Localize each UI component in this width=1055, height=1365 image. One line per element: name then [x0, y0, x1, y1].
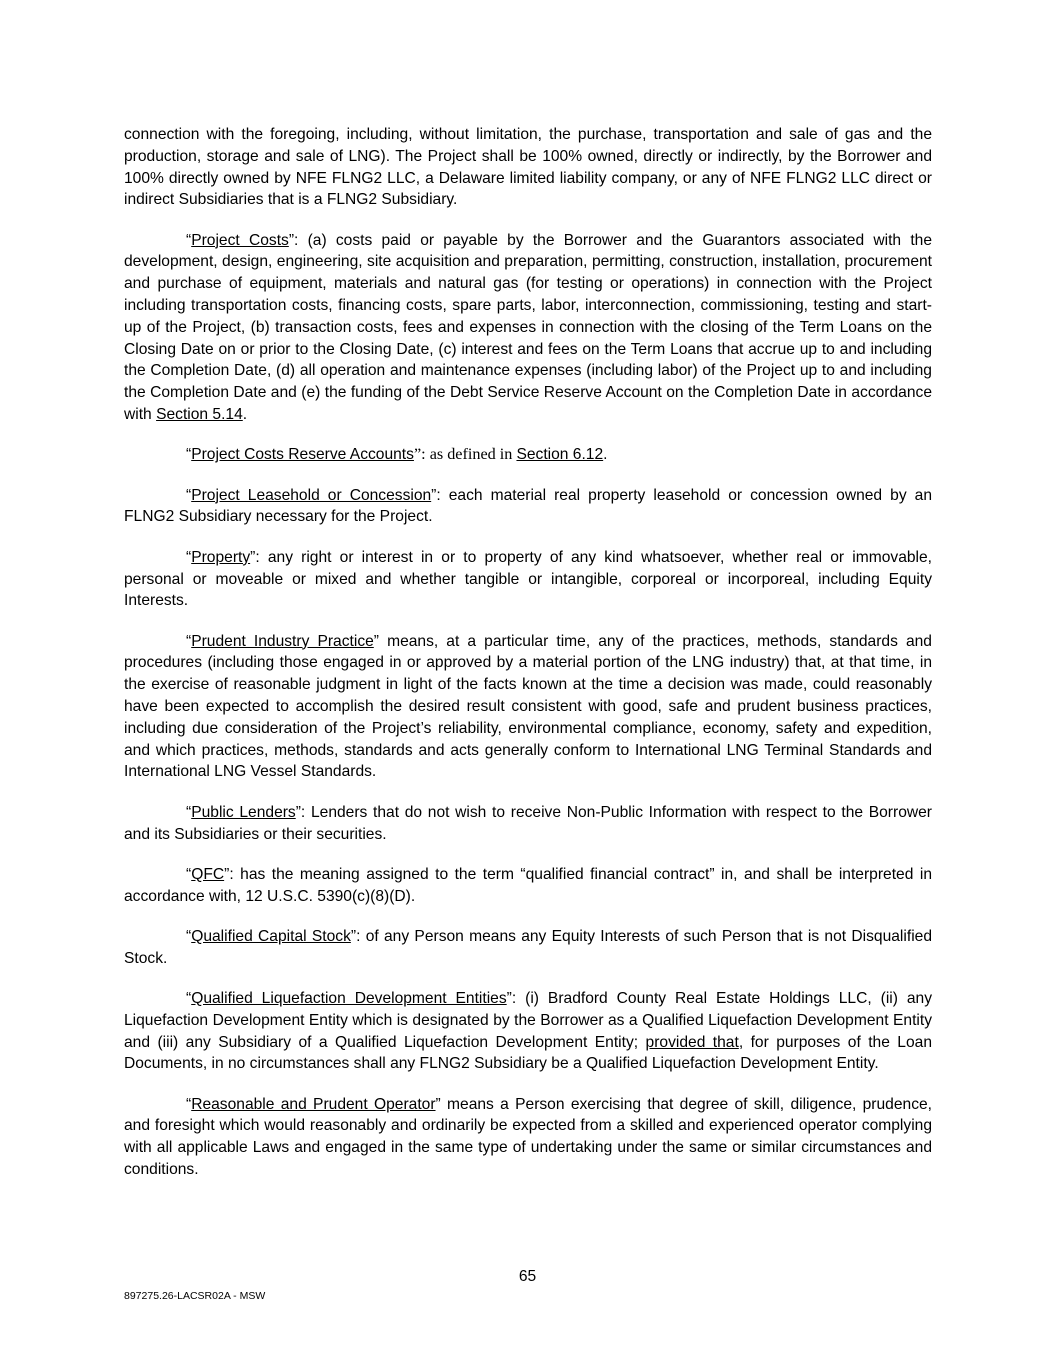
section-reference: Section 5.14 [156, 406, 243, 424]
defined-term: Qualified Capital Stock [191, 927, 351, 945]
definition-text: means a Person exercising that degree of skill, diligence, prudence, and foresight which would reasonably and ordinarily be expected from a skilled and experienced operator complying with all applicable Laws and engaged in the same type of undertaking under the same or similar circumstances and conditions. [124, 1095, 932, 1179]
definition-qfc [124, 864, 932, 908]
definition-tail: , for purposes of the Loan Documents, in no circumstances shall any FLNG2 Subsidiary be a Qualified Liquefaction Development Entity. [124, 1033, 932, 1073]
page-number: 65 [518, 1268, 537, 1285]
proviso-reference: provided that [645, 1033, 739, 1051]
definition-text: of any Person means any Equity Interests of such Person that is not Disqualified Stock. [124, 927, 933, 967]
open-quote: “ [186, 446, 192, 464]
definition-reasonable-prudent-operator [124, 1094, 932, 1181]
definition-text: as defined in [429, 445, 517, 464]
intro-paragraph: connection with the foregoing, including, without limitation, the purchase, transportation and sale of gas and the production, storage and sale of LNG). The Project shall be 100% owned, directly or indirectly, by the Borrower and 100% directly owned by NFE FLNG2 LLC, a Delaware limited liability company, or any of NFE FLNG2 LLC direct or indirect Subsidiaries that is a FLNG2 Subsidiary. [124, 126, 932, 209]
footer-document-id: 897275.26-LACSR02A - MSW [124, 1290, 266, 1302]
defined-term: Reasonable and Prudent Operator [191, 1095, 436, 1113]
definition-qualified-liquefaction-entities [124, 988, 932, 1075]
open-quote: “ [186, 990, 192, 1007]
definition-tail: . [603, 446, 608, 464]
definition-text: means, at a particular time, any of the practices, methods, standards and procedures (including those engaged in or approved by a material portion of the LNG industry) that, at that time, in the exercise of reasonable judgment in light of the facts known at the time a decision was made, could reasonably have been expected to accomplish the desired result consistent with good, safe and prudent business practices, including due consideration of the Project’s reliability, environmental compliance, economy, safety and expedition, and which practices, methods, standards and acts generally conform to International LNG Terminal Standards and International LNG Vessel Standards. [124, 632, 932, 781]
defined-term: Qualified Liquefaction Development Entities [191, 990, 507, 1007]
term-connector: ” [435, 1095, 448, 1113]
definition-qualified-capital-stock [124, 926, 932, 970]
document-body [124, 124, 932, 1199]
definition-text: has the meaning assigned to the term “qualified financial contract” in, and shall be interpreted in accordance with, 12 U.S.C. 5390(c)(8)(D). [124, 865, 932, 905]
section-reference: Section 6.12 [516, 446, 604, 464]
definition-text: (i) Bradford County Real Estate Holdings LLC, (ii) any Liquefaction Development Entity which is designated by the Borrower as a Qualified Liquefaction Development Entity and (iii) any Subsidiary of a Qualified Liquefaction Development Entity; [124, 990, 933, 1051]
definition-project-leasehold [124, 485, 932, 529]
defined-term: Prudent Industry Practice [191, 632, 374, 650]
term-connector: ”: [413, 445, 430, 464]
term-connector: ”: [224, 865, 241, 883]
open-quote: “ [186, 548, 192, 566]
defined-term: QFC [191, 865, 225, 883]
defined-term: Property [191, 548, 251, 566]
definition-property [124, 547, 932, 612]
term-connector: ”: [295, 803, 311, 821]
defined-term: Project Leasehold or Concession [191, 486, 432, 504]
term-connector: ”: [506, 990, 526, 1007]
definition-project-costs [124, 230, 932, 426]
defined-term: Project Costs Reserve Accounts [191, 446, 414, 464]
definition-project-costs-reserve-accounts [124, 444, 932, 466]
definition-text: (a) costs paid or payable by the Borrower and the Guarantors associated with the development, design, engineering, site acquisition and preparation, permitting, construction, installation, procurement and purchase of equipment, materials and natural gas (for testing or operations) in connection with the Project including transportation costs, financing costs, spare parts, labor, interconnection, commissioning, testing and start-up of the Project, (b) transaction costs, fees and expenses in connection with the closing of the Term Loans on the Closing Date on or prior to the Closing Date, (c) interest and fees on the Term Loans that accrue up to and including the Completion Date, (d) all operation and maintenance expenses (including labor) of the Project up to and including the Completion Date and (e) the funding of the Debt Service Reserve Account on the Completion Date in accordance with [124, 231, 933, 424]
open-quote: “ [186, 1095, 192, 1113]
definition-text: Lenders that do not wish to receive Non-Public Information with respect to the Borrower and its Subsidiaries or their securities. [124, 803, 932, 843]
term-connector: ” [373, 632, 388, 650]
open-quote: “ [186, 632, 192, 650]
open-quote: “ [186, 486, 192, 504]
defined-term: Project Costs [191, 231, 289, 249]
definition-text: any right or interest in or to property of any kind whatsoever, whether real or immovable, personal or moveable or mixed and whether tangible or intangible, corporeal or incorporeal, including Equity Interests. [124, 548, 933, 610]
term-connector: ”: [350, 927, 366, 945]
open-quote: “ [186, 865, 192, 883]
definition-tail: . [242, 406, 248, 424]
open-quote: “ [186, 231, 192, 249]
open-quote: “ [186, 927, 192, 945]
definition-prudent-industry-practice [124, 631, 932, 784]
term-connector: ”: [288, 231, 308, 249]
term-connector: ”: [250, 548, 268, 566]
open-quote: “ [186, 803, 192, 821]
defined-term: Public Lenders [191, 803, 296, 821]
definition-public-lenders [124, 802, 932, 846]
definition-text: each material real property leasehold or concession owned by an FLNG2 Subsidiary necessary for the Project. [124, 486, 933, 526]
term-connector: ”: [431, 486, 449, 504]
